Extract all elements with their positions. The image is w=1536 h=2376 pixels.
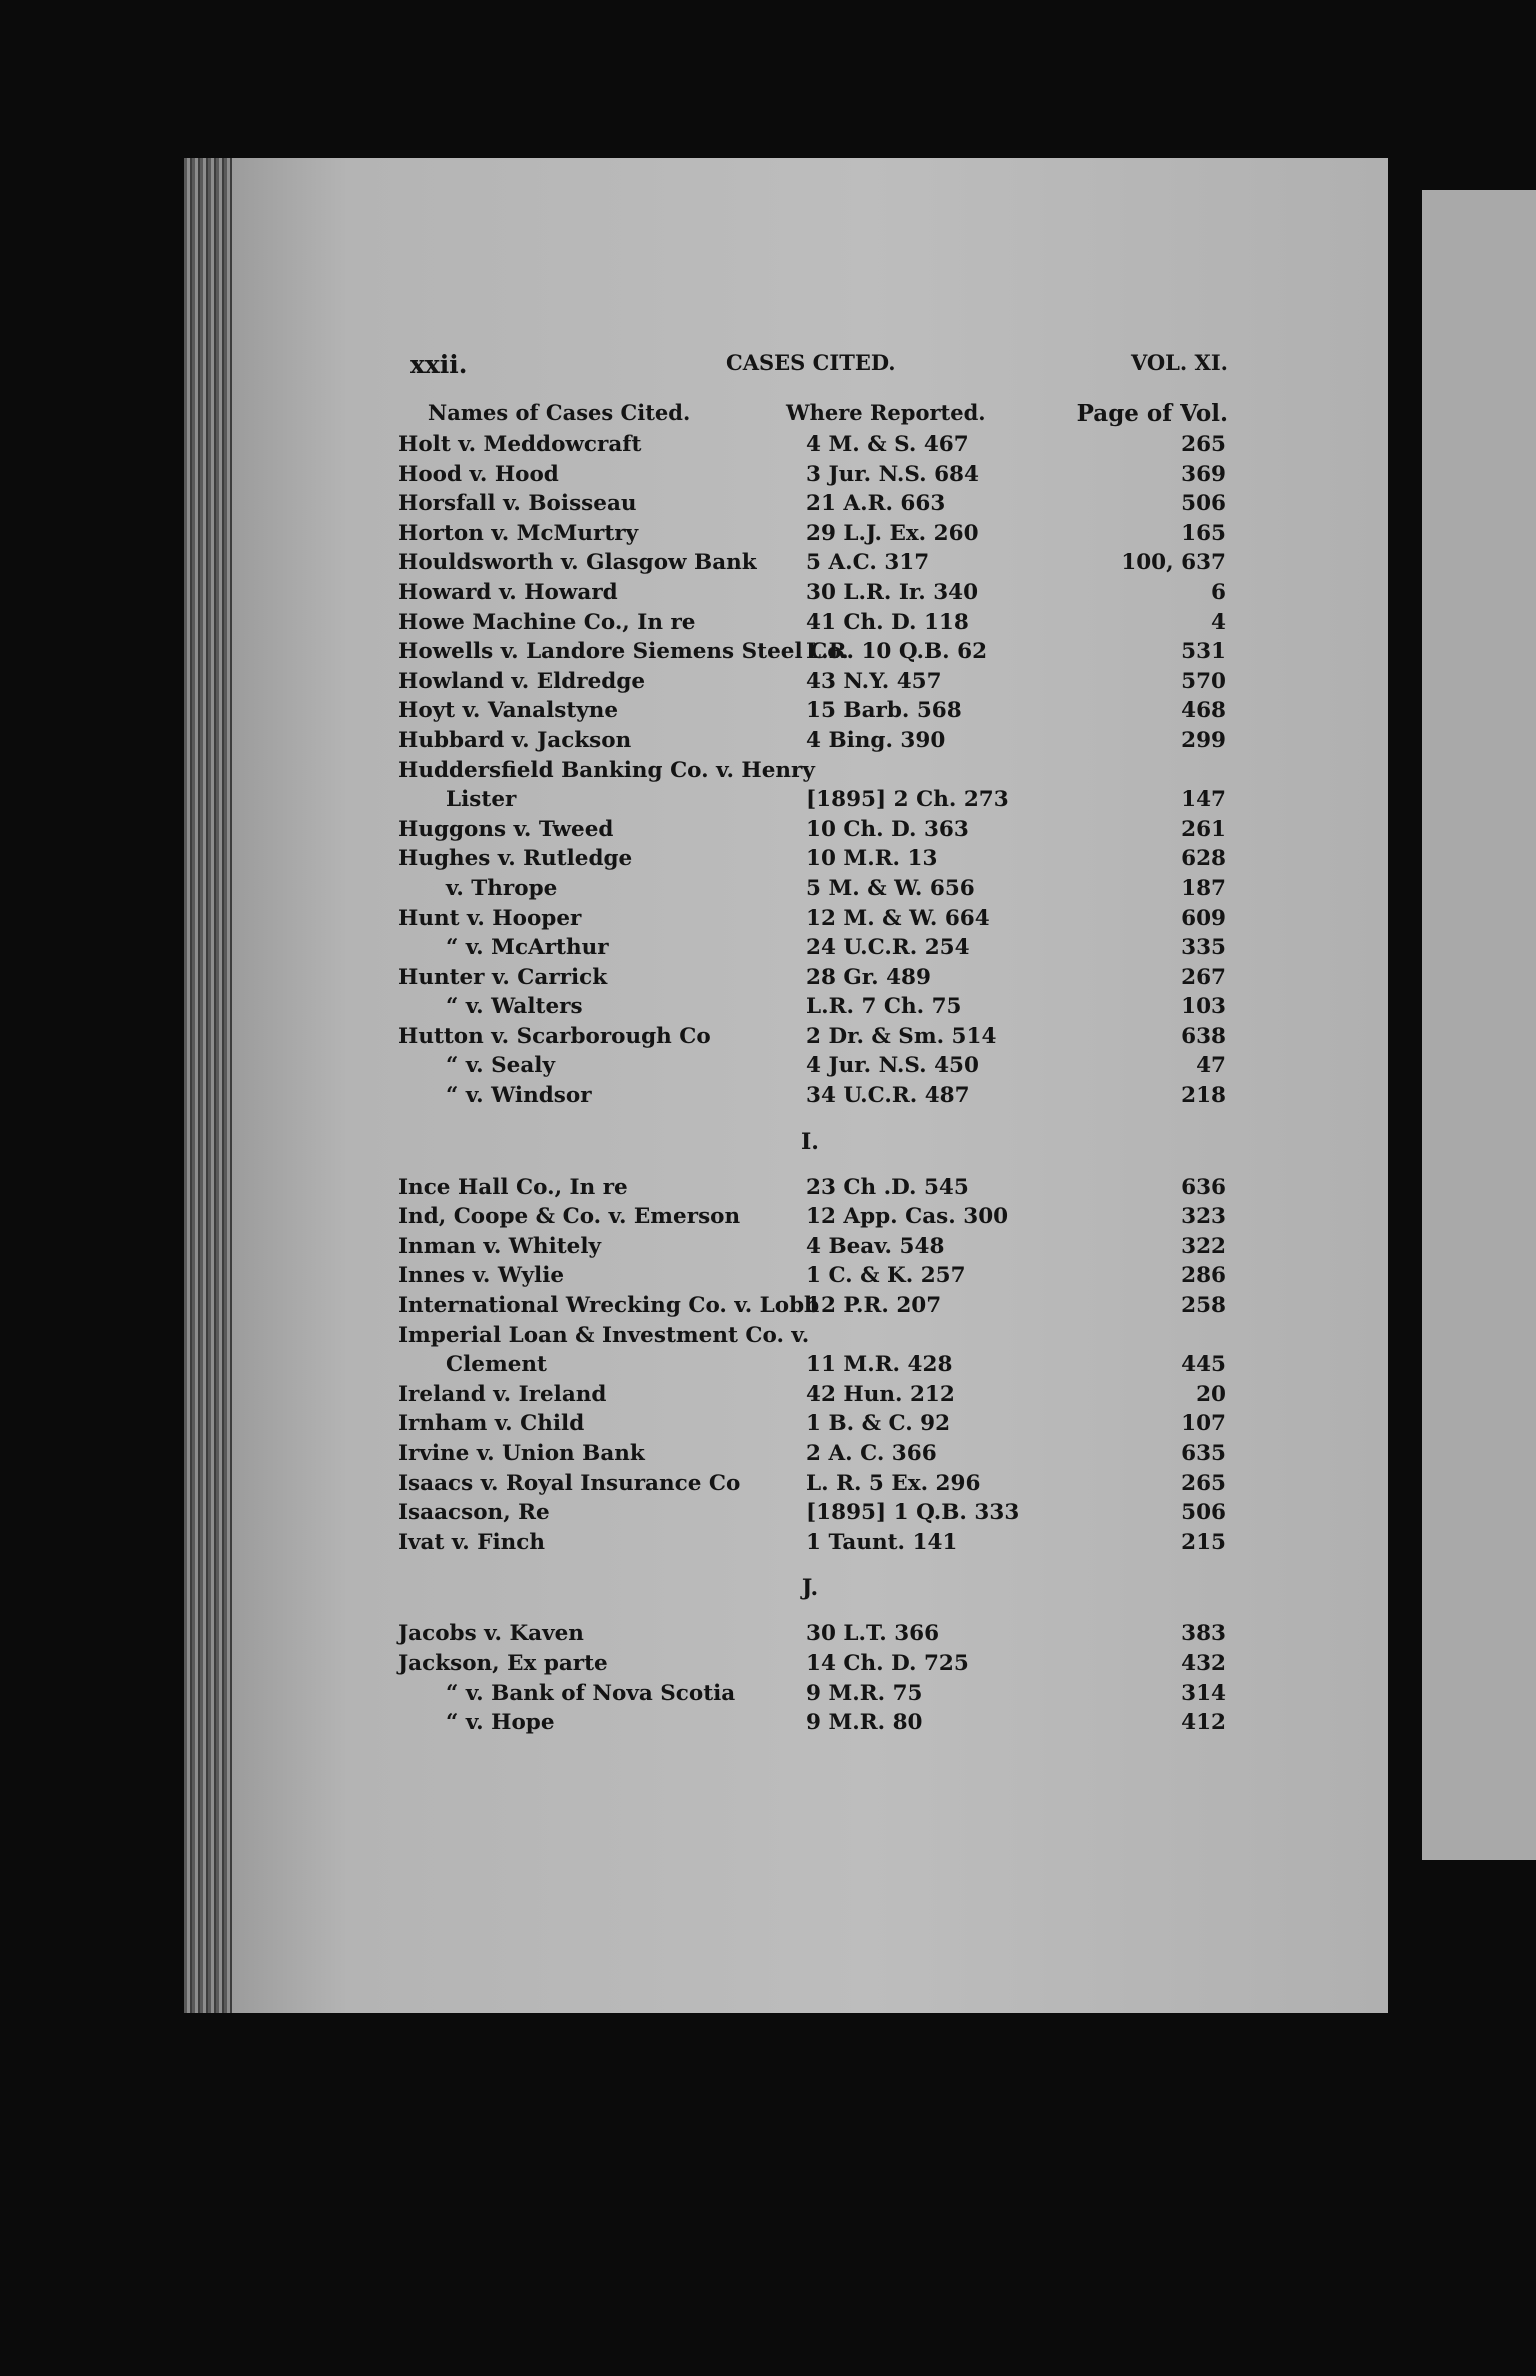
- case-name: Huggons v. Tweed: [398, 816, 614, 842]
- page-reference: 609: [1181, 905, 1226, 931]
- case-name: Howe Machine Co., In re: [398, 609, 696, 635]
- case-reference: 43 N.Y. 457: [806, 668, 942, 694]
- case-reference: 10 Ch. D. 363: [806, 816, 969, 842]
- case-reference: 23 Ch .D. 545: [806, 1174, 969, 1200]
- case-reference: 41 Ch. D. 118: [806, 609, 969, 635]
- case-entry: [232, 1022, 1388, 1052]
- page-reference: 6: [1211, 579, 1226, 605]
- case-name: Horton v. McMurtry: [398, 520, 639, 546]
- case-name: Jackson, Ex parte: [398, 1650, 608, 1676]
- case-name: Hubbard v. Jackson: [398, 727, 632, 753]
- page-reference: 383: [1181, 1621, 1226, 1647]
- case-name: Hunter v. Carrick: [398, 964, 608, 990]
- case-reference: 12 P.R. 207: [806, 1293, 942, 1319]
- page-reference: 261: [1181, 816, 1226, 842]
- case-entry: [232, 785, 1388, 815]
- page-reference: 215: [1181, 1529, 1226, 1555]
- case-reference: 30 L.T. 366: [806, 1621, 940, 1647]
- column-head-name: Names of Cases Cited.: [428, 400, 691, 425]
- page-reference: 267: [1181, 964, 1226, 990]
- case-reference: 2 A. C. 366: [806, 1441, 937, 1466]
- case-reference: 2 Dr. & Sm. 514: [806, 1023, 997, 1049]
- case-name: Holt v. Meddowcraft: [398, 432, 642, 457]
- page-reference: 299: [1181, 727, 1226, 753]
- case-reference: L.R. 10 Q.B. 62: [806, 639, 988, 665]
- case-reference: L.R. 7 Ch. 75: [806, 994, 962, 1020]
- adjacent-page: [1422, 190, 1536, 1860]
- case-reference: 24 U.C.R. 254: [806, 935, 970, 961]
- case-entry: [232, 1291, 1388, 1321]
- case-reference: 9 M.R. 75: [806, 1680, 923, 1706]
- case-entry: [232, 1261, 1388, 1291]
- case-name: Ind, Coope & Co. v. Emerson: [398, 1204, 741, 1230]
- case-entry: [232, 1498, 1388, 1528]
- case-name: Ireland v. Ireland: [398, 1381, 607, 1407]
- case-entry: [232, 844, 1388, 874]
- case-entry: [232, 696, 1388, 726]
- case-reference: 30 L.R. Ir. 340: [806, 579, 979, 605]
- page-reference: 635: [1181, 1441, 1226, 1466]
- page-reference: 412: [1181, 1710, 1226, 1736]
- case-name: Huddersfield Banking Co. v. Henry: [398, 757, 815, 783]
- page-reference: 286: [1181, 1263, 1226, 1289]
- case-reference: 12 M. & W. 664: [806, 905, 990, 931]
- page-reference: 258: [1181, 1293, 1226, 1319]
- case-entry: [232, 430, 1388, 460]
- book-page: [232, 158, 1388, 2013]
- page-reference: 265: [1181, 432, 1226, 457]
- case-index: [232, 430, 1388, 1738]
- page-reference: 100, 637: [1121, 550, 1226, 576]
- case-name: Isaacson, Re: [398, 1500, 550, 1526]
- page-title: CASES CITED.: [726, 350, 896, 375]
- case-name: “ v. McArthur: [446, 935, 609, 961]
- case-name: Isaacs v. Royal Insurance Co: [398, 1470, 741, 1496]
- page-reference: 314: [1181, 1680, 1226, 1706]
- case-reference: [1895] 2 Ch. 273: [806, 787, 1009, 813]
- case-entry: [232, 1321, 1388, 1351]
- page-number: xxii.: [410, 350, 468, 379]
- case-entry: [232, 1679, 1388, 1709]
- case-reference: 15 Barb. 568: [806, 698, 962, 724]
- case-reference: 9 M.R. 80: [806, 1710, 923, 1736]
- page-reference: 628: [1181, 846, 1226, 872]
- section-letter: J.: [801, 1575, 819, 1602]
- case-entry: [232, 1051, 1388, 1081]
- case-name: Inman v. Whitely: [398, 1233, 602, 1259]
- page-reference: 570: [1181, 668, 1226, 694]
- case-entry: [232, 1350, 1388, 1380]
- case-reference: 1 B. & C. 92: [806, 1411, 951, 1437]
- case-entry: [232, 1202, 1388, 1232]
- case-name: “ v. Sealy: [446, 1053, 555, 1079]
- page-reference: 506: [1181, 1500, 1226, 1526]
- case-name: “ v. Hope: [446, 1710, 555, 1736]
- volume-label: VOL. XI.: [1130, 350, 1228, 375]
- case-name: Imperial Loan & Investment Co. v.: [398, 1322, 810, 1348]
- page-reference: 369: [1181, 461, 1226, 487]
- case-reference: 11 M.R. 428: [806, 1352, 953, 1378]
- case-entry: [232, 667, 1388, 697]
- page-reference: 187: [1181, 875, 1226, 901]
- page-reference: 107: [1181, 1411, 1226, 1437]
- page-reference: 4: [1211, 609, 1226, 635]
- page-reference: 638: [1181, 1023, 1226, 1049]
- case-entry: [232, 815, 1388, 845]
- case-reference: 29 L.J. Ex. 260: [806, 520, 979, 546]
- case-entry: [232, 1380, 1388, 1410]
- page-reference: 506: [1181, 491, 1226, 517]
- case-reference: 10 M.R. 13: [806, 846, 938, 872]
- case-entry: [232, 1173, 1388, 1203]
- case-entry: [232, 460, 1388, 490]
- page-reference: 20: [1196, 1381, 1226, 1407]
- page-reference: 47: [1196, 1053, 1226, 1079]
- case-entry: [232, 489, 1388, 519]
- case-entry: [232, 726, 1388, 756]
- case-entry: [232, 519, 1388, 549]
- case-entry: [232, 608, 1388, 638]
- case-name: Irvine v. Union Bank: [398, 1441, 645, 1466]
- case-entry: [232, 1469, 1388, 1499]
- case-name: Hutton v. Scarborough Co: [398, 1023, 711, 1049]
- case-name: “ v. Windsor: [446, 1083, 592, 1109]
- page-reference: 218: [1181, 1083, 1226, 1109]
- case-entry: [232, 933, 1388, 963]
- case-reference: 34 U.C.R. 487: [806, 1083, 970, 1109]
- case-name: Ivat v. Finch: [398, 1529, 545, 1555]
- case-name: Hood v. Hood: [398, 461, 559, 487]
- case-entry: [232, 904, 1388, 934]
- page-reference: 432: [1181, 1650, 1226, 1676]
- case-name: Irnham v. Child: [398, 1411, 585, 1437]
- case-entry: [232, 1708, 1388, 1738]
- case-reference: 42 Hun. 212: [806, 1381, 955, 1407]
- section-letter: I.: [801, 1128, 819, 1155]
- page-reference: 636: [1181, 1174, 1226, 1200]
- page-reference: 103: [1181, 994, 1226, 1020]
- case-name: Hughes v. Rutledge: [398, 846, 633, 872]
- case-name: Howland v. Eldredge: [398, 668, 646, 694]
- case-entry: [232, 992, 1388, 1022]
- case-reference: 28 Gr. 489: [806, 964, 931, 990]
- case-reference: L. R. 5 Ex. 296: [806, 1470, 981, 1496]
- case-entry: [232, 756, 1388, 786]
- case-name: “ v. Bank of Nova Scotia: [446, 1680, 736, 1706]
- case-entry: [232, 1619, 1388, 1649]
- case-reference: 4 M. & S. 467: [806, 432, 969, 457]
- page-reference: 147: [1181, 787, 1226, 813]
- case-name: Howells v. Landore Siemens Steel Co.: [398, 639, 849, 665]
- case-entry: [232, 1439, 1388, 1469]
- case-entry: [232, 578, 1388, 608]
- case-name: Innes v. Wylie: [398, 1263, 565, 1289]
- page-reference: 265: [1181, 1470, 1226, 1496]
- case-reference: 4 Jur. N.S. 450: [806, 1053, 979, 1079]
- case-reference: 5 A.C. 317: [806, 550, 930, 576]
- page-reference: 165: [1181, 520, 1226, 546]
- case-name: v. Thrope: [446, 875, 558, 901]
- case-reference: 21 A.R. 663: [806, 491, 946, 517]
- case-entry: [232, 1081, 1388, 1111]
- case-name: Lister: [446, 787, 517, 813]
- case-name: Houldsworth v. Glasgow Bank: [398, 550, 757, 576]
- case-name: Jacobs v. Kaven: [398, 1621, 584, 1647]
- case-reference: [1895] 1 Q.B. 333: [806, 1500, 1020, 1526]
- case-reference: 1 C. & K. 257: [806, 1263, 966, 1289]
- case-entry: [232, 1528, 1388, 1558]
- case-reference: 12 App. Cas. 300: [806, 1204, 1009, 1230]
- case-name: Clement: [446, 1352, 547, 1378]
- page-reference: 445: [1181, 1352, 1226, 1378]
- case-reference: 1 Taunt. 141: [806, 1529, 958, 1555]
- column-head-where: Where Reported.: [786, 400, 986, 425]
- case-entry: [232, 1649, 1388, 1679]
- case-name: International Wrecking Co. v. Lobb: [398, 1293, 820, 1319]
- case-name: Howard v. Howard: [398, 579, 618, 605]
- case-name: Hunt v. Hooper: [398, 905, 582, 931]
- case-entry: [232, 963, 1388, 993]
- page-reference: 468: [1181, 698, 1226, 724]
- case-entry: [232, 1409, 1388, 1439]
- case-reference: 3 Jur. N.S. 684: [806, 461, 979, 487]
- case-entry: [232, 548, 1388, 578]
- page-reference: 531: [1181, 639, 1226, 665]
- case-entry: [232, 637, 1388, 667]
- case-name: Ince Hall Co., In re: [398, 1174, 628, 1200]
- case-reference: 4 Bing. 390: [806, 727, 946, 753]
- case-name: Hoyt v. Vanalstyne: [398, 698, 619, 724]
- case-entry: [232, 1232, 1388, 1262]
- case-name: Horsfall v. Boisseau: [398, 491, 637, 517]
- page-reference: 323: [1181, 1204, 1226, 1230]
- page-reference: 322: [1181, 1233, 1226, 1259]
- column-head-page: Page of Vol.: [1076, 400, 1228, 427]
- case-name: “ v. Walters: [446, 994, 583, 1020]
- case-entry: [232, 874, 1388, 904]
- page-reference: 335: [1181, 935, 1226, 961]
- case-reference: 4 Beav. 548: [806, 1233, 945, 1259]
- case-reference: 5 M. & W. 656: [806, 875, 975, 901]
- case-reference: 14 Ch. D. 725: [806, 1650, 969, 1676]
